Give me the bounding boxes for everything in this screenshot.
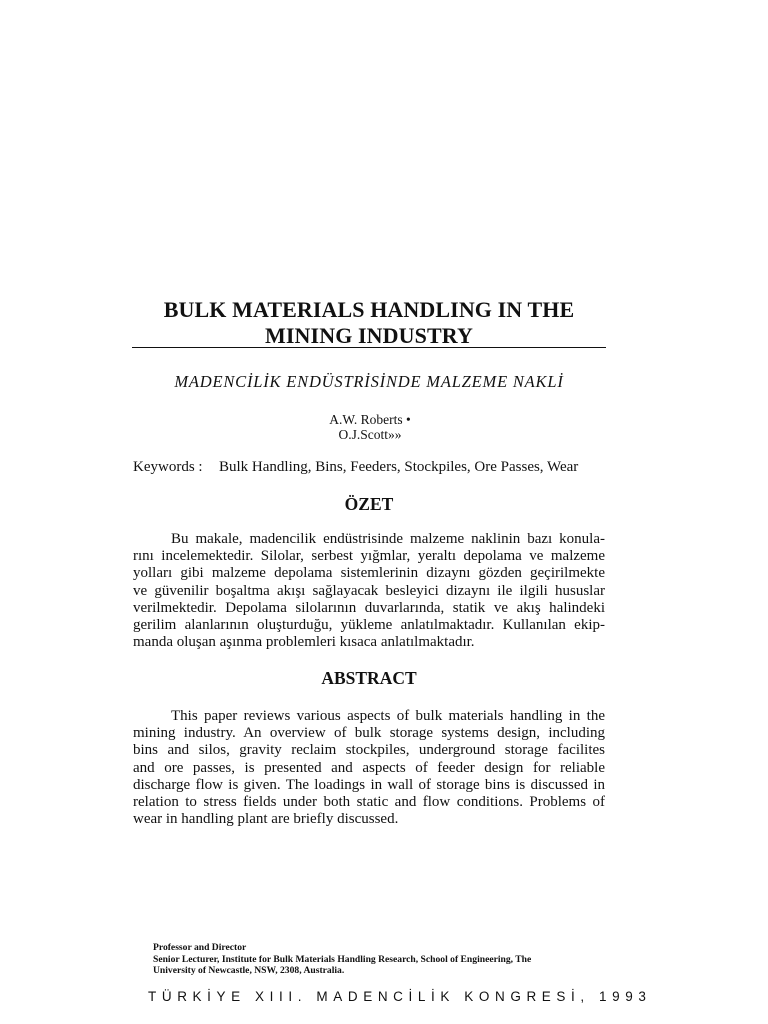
abstract-line: wear in handling plant are briefly discussed. xyxy=(133,811,399,828)
footnote-line: Professor and Director xyxy=(153,942,247,953)
paper-subtitle: MADENCİLİK ENDÜSTRİSİNDE MALZEME NAKLİ xyxy=(174,372,564,391)
author-footnotes xyxy=(153,942,593,977)
footnote-line: University of Newcastle, NSW, 2308, Australia. xyxy=(153,965,345,976)
abstract-line: and ore passes, is presented and aspects of feeder design for reliable xyxy=(133,759,605,776)
ozet-line: gerilim alanlarının oluşturduğu, yükleme anlatılmaktadır. Kullanılan ekip- xyxy=(133,617,605,634)
paper-title xyxy=(133,297,605,349)
abstract-line: mining industry. An overview of bulk storage systems design, including xyxy=(133,725,605,742)
author-list xyxy=(300,412,440,442)
ozet-line: manda oluşan aşınma problemleri kısaca anlatılmaktadır. xyxy=(133,634,475,651)
ozet-paragraph xyxy=(133,531,605,651)
keywords-label: Keywords : xyxy=(133,459,203,475)
footnote-line: Senior Lecturer, Institute for Bulk Materials Handling Research, School of Engineering, The xyxy=(153,953,532,965)
title-underline xyxy=(132,347,606,348)
ozet-line: rını incelemektedir. Silolar, serbest yığmlar, yeraltı depolama ve malzeme xyxy=(133,548,605,565)
keywords-value: Bulk Handling, Bins, Feeders, Stockpiles, Ore Passes, Wear xyxy=(219,459,579,475)
ozet-line: verilmektedir. Depolama silolarının duvarlarında, statik ve akış halindeki xyxy=(133,599,605,616)
ozet-line: Bu makale, madencilik endüstrisinde malzeme naklinin bazı konula- xyxy=(171,531,605,547)
paper-title-line-2: MINING INDUSTRY xyxy=(265,323,473,348)
abstract-line: discharge flow is given. The loadings in wall of storage bins is discussed in xyxy=(133,776,605,793)
abstract-line: relation to stress fields under both static and flow conditions. Problems of xyxy=(133,794,605,811)
keywords-line xyxy=(133,459,613,476)
ozet-line: yolları gibi malzeme depolama sistemlerinin dizaynı gözden geçirilmekte xyxy=(133,565,605,582)
abstract-line: This paper reviews various aspects of bulk materials handling in the xyxy=(171,708,605,724)
ozet-line: ve güvenilir boşaltma akışı sağlayacak besleyici dizaynı ile ilgili hususlar xyxy=(133,582,605,599)
author-name: A.W. Roberts • xyxy=(329,412,411,427)
conference-footer: TÜRKİYE XIII. MADENCİLİK KONGRESİ, 1993 xyxy=(148,989,652,1004)
abstract-heading: ABSTRACT xyxy=(321,668,417,688)
abstract-line: bins and silos, gravity reclaim stockpiles, underground storage facilites xyxy=(133,742,605,759)
abstract-paragraph xyxy=(133,708,605,828)
ozet-heading: ÖZET xyxy=(344,494,394,514)
paper-title-line-1: BULK MATERIALS HANDLING IN THE xyxy=(163,297,575,322)
author-name: O.J.Scott»» xyxy=(338,427,402,442)
